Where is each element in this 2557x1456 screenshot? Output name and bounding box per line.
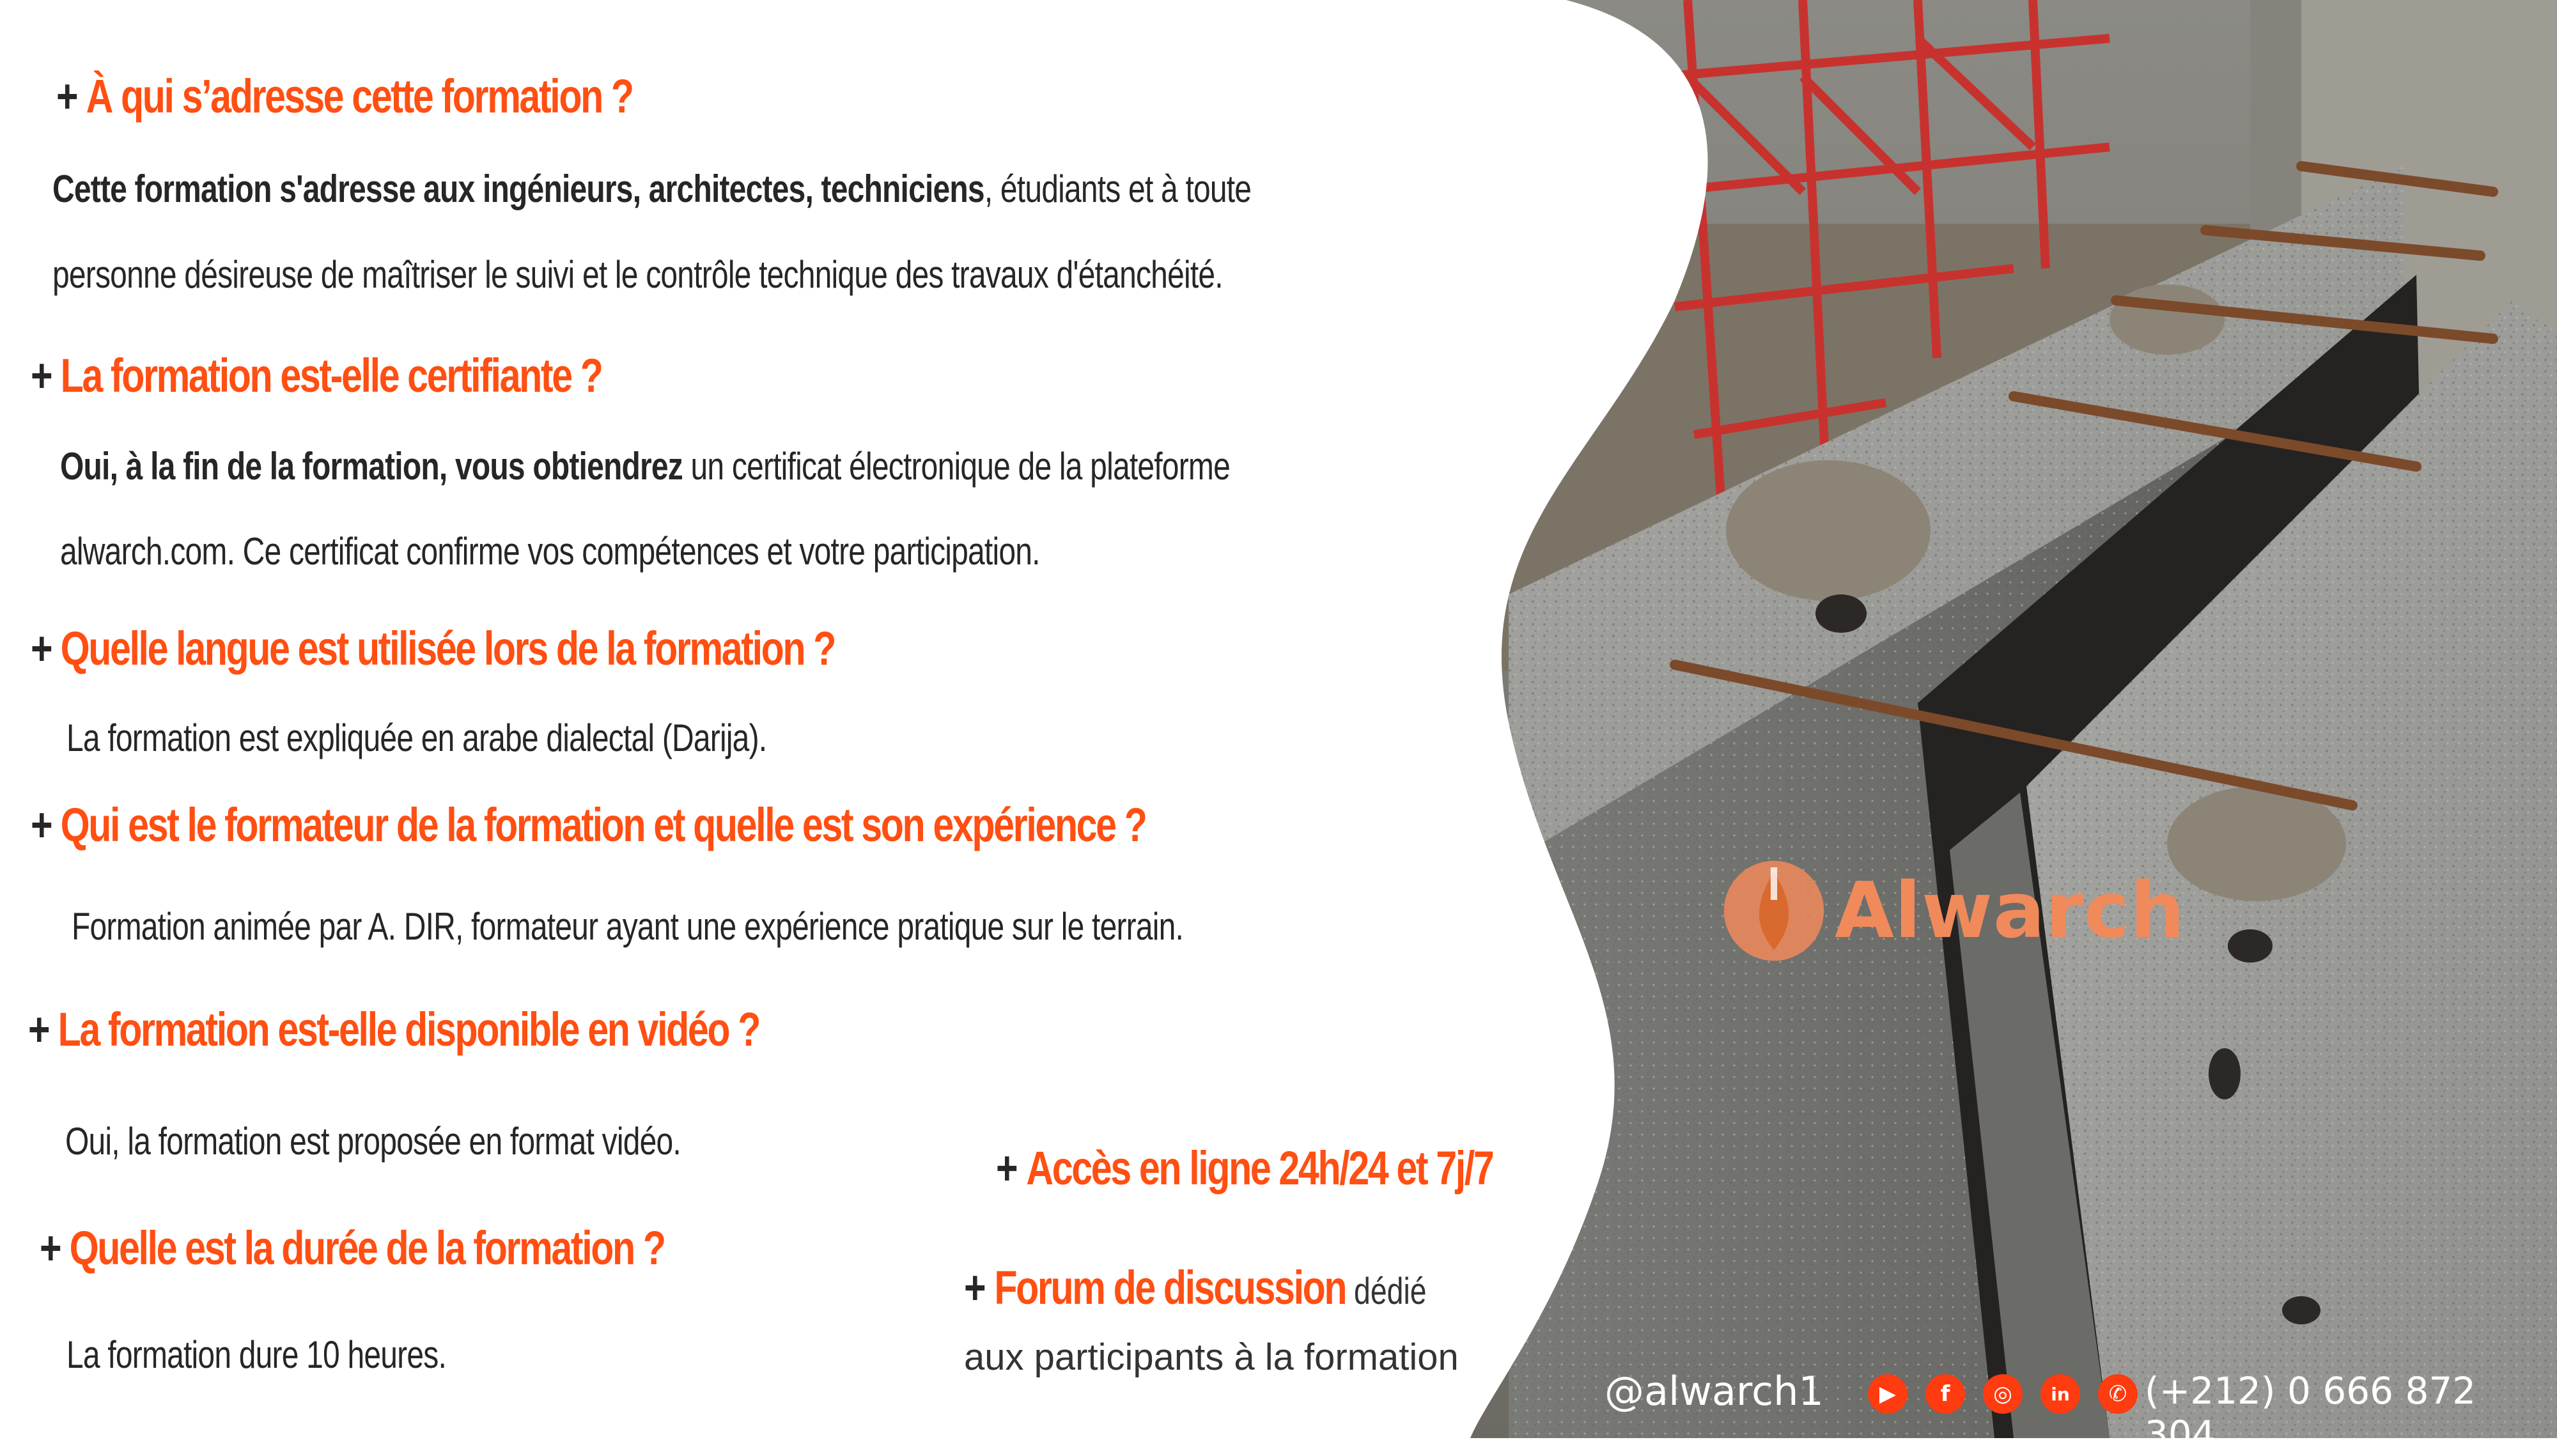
faq-answer-line2: personne désireuse de maîtriser le suivi et le contrôle technique des travaux d'étanchéité. [52,253,1223,296]
plus-icon: + [31,349,52,402]
faq-question: + La formation est-elle disponible en vidéo ? [28,1003,760,1056]
faq-question: + Qui est le formateur de la formation et quelle est son expérience ? [31,798,1146,851]
trowel-logo-icon [1720,856,1828,965]
faq-answer: La formation est expliquée en arabe dialectal (Darija). [66,716,767,759]
plus-icon: + [31,798,52,851]
faq-question: + Quelle langue est utilisée lors de la formation ? [31,622,835,675]
phone-number[interactable]: (+212) 0 666 872 304 [2145,1369,2476,1456]
faq-answer: Oui, à la fin de la formation, vous obtiendrez un certificat électronique de la plateforme [60,445,1230,488]
alwarch-logo [1720,850,2186,972]
plus-icon: + [56,70,77,123]
linkedin-icon[interactable]: in [2040,1374,2080,1414]
social-icons [1868,1374,2138,1414]
faq-answer: Formation animée par A. DIR, formateur ayant une expérience pratique sur le terrain. [72,905,1184,948]
feature-forum-line2: aux participants à la formation [964,1336,1459,1378]
plus-icon: + [996,1142,1018,1195]
youtube-icon[interactable]: ▶ [1868,1374,1908,1414]
facebook-icon[interactable]: f [1925,1374,1965,1414]
faq-answer: Cette formation s'adresse aux ingénieurs, architectes, techniciens, étudiants et à toute [52,167,1252,210]
instagram-icon[interactable]: ◎ [1983,1374,2023,1414]
plus-icon: + [31,622,52,675]
faq-answer: La formation dure 10 heures. [66,1333,446,1376]
plus-icon: + [40,1221,61,1274]
social-handle[interactable]: @alwarch1 [1605,1368,1824,1414]
phone-icon[interactable]: ✆ [2098,1374,2138,1414]
faq-question: + La formation est-elle certifiante ? [31,349,602,402]
feature-forum: + Forum de discussion dédié [964,1261,1427,1314]
feature-access: + Accès en ligne 24h/24 et 7j/7 [996,1142,1493,1195]
faq-question: + Quelle est la durée de la formation ? [40,1221,665,1274]
logo-text: Alwarch [1835,866,2186,956]
faq-question: + À qui s’adresse cette formation ? [56,70,633,123]
faq-answer: Oui, la formation est proposée en format vidéo. [65,1120,681,1163]
plus-icon: + [28,1003,49,1056]
faq-answer-line2: alwarch.com. Ce certificat confirme vos compétences et votre participation. [60,530,1040,573]
plus-icon: + [964,1261,986,1314]
